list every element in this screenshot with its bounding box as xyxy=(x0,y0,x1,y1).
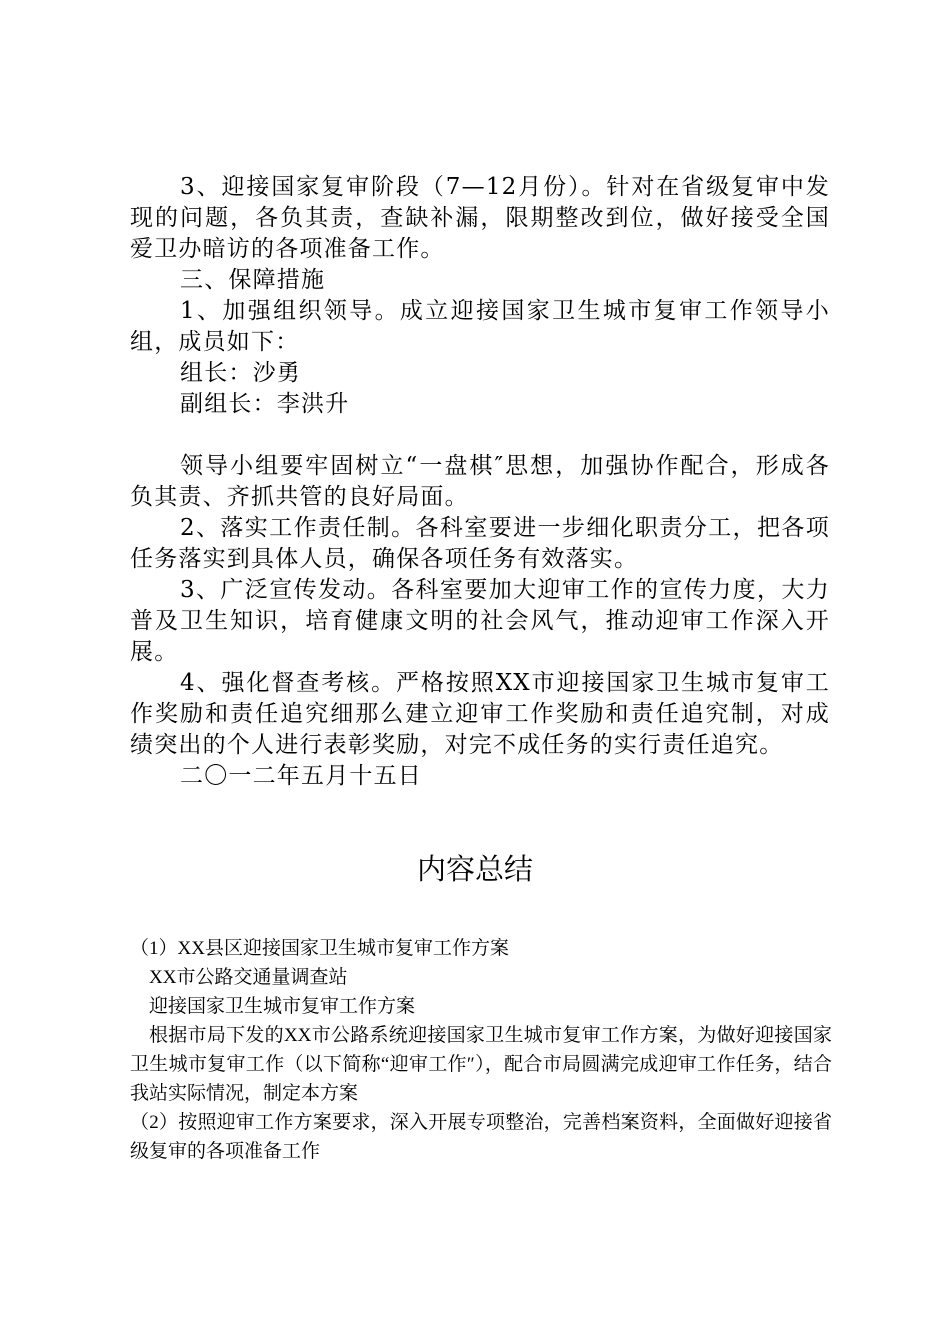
summary-item: 迎接国家卫生城市复审工作方案 xyxy=(149,996,416,1017)
section-heading-safeguards: 三、保障措施 xyxy=(180,267,326,293)
paragraph-publicity: 3、广泛宣传发动。各科室要加大迎审工作的宣传力度，大力普及卫生知识，培育健康文明的社会风气，推动迎审工作深入开展。 xyxy=(130,577,830,665)
summary-title: 内容总结 xyxy=(416,854,533,886)
summary-item: （1）XX县区迎接国家卫生城市复审工作方案 xyxy=(130,938,509,959)
summary-item: （2）按照迎审工作方案要求，深入开展专项整治，完善档案资料，全面做好迎接省级复审的各项准备工作 xyxy=(130,1112,832,1162)
document-body xyxy=(130,172,830,792)
document-date: 二〇一二年五月十五日 xyxy=(180,763,422,789)
paragraph-group-leader: 组长：沙勇 xyxy=(180,360,301,386)
summary-section xyxy=(130,934,832,1166)
paragraph-deputy-leader: 副组长：李洪升 xyxy=(180,391,350,417)
summary-item: 根据市局下发的XX市公路系统迎接国家卫生城市复审工作方案，为做好迎接国家卫生城市复审工作（以下简称“迎审工作″），配合市局圆满完成迎审工作任务，结合我站实际情况，制定本方案 xyxy=(130,1025,832,1104)
summary-item: XX市公路交通量调查站 xyxy=(149,967,348,988)
paragraph-supervision: 4、强化督查考核。严格按照XX市迎接国家卫生城市复审工作奖励和责任追究细那么建立迎审工作奖励和责任追究制，对成绩突出的个人进行表彰奖励，对完不成任务的实行责任追究。 xyxy=(130,670,830,758)
paragraph-responsibility: 2、落实工作责任制。各科室要进一步细化职责分工，把各项任务落实到具体人员，确保各项任务有效落实。 xyxy=(130,515,830,572)
paragraph-leadership-group: 领导小组要牢固树立“一盘棋″思想，加强协作配合，形成各负其责、齐抓共管的良好局面。 xyxy=(130,453,830,510)
paragraph-organization: 1、加强组织领导。成立迎接国家卫生城市复审工作领导小组，成员如下： xyxy=(130,298,830,355)
paragraph-phase-3: 3、迎接国家复审阶段（7—12月份）。针对在省级复审中发现的问题，各负其责，查缺补漏，限期整改到位，做好接受全国爱卫办暗访的各项准备工作。 xyxy=(130,174,830,262)
